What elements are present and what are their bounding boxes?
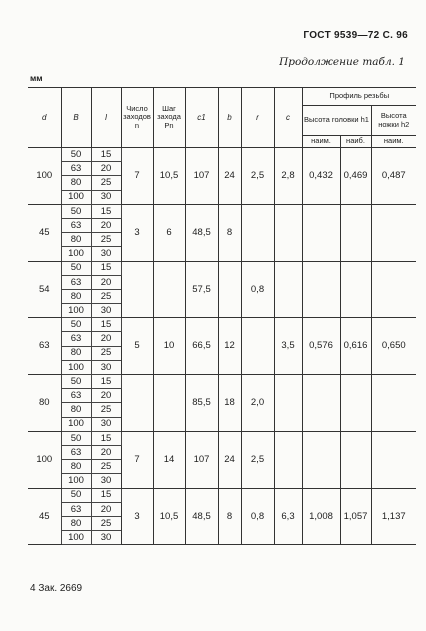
cell-h1min — [302, 204, 340, 261]
cell-h1min: 1,008 — [302, 488, 340, 545]
cell-c — [274, 375, 302, 432]
cell-l: 25 — [91, 233, 121, 247]
col-d: d — [28, 88, 61, 148]
cell-h1min — [302, 431, 340, 488]
cell-b-width: 80 — [61, 176, 91, 190]
cell-l: 20 — [91, 389, 121, 403]
cell-n — [121, 261, 153, 318]
col-r: r — [241, 88, 274, 148]
cell-c — [274, 204, 302, 261]
cell-l: 20 — [91, 162, 121, 176]
cell-l: 25 — [91, 516, 121, 530]
cell-pn — [153, 261, 185, 318]
cell-l: 15 — [91, 431, 121, 445]
cell-d: 45 — [28, 204, 61, 261]
cell-d: 63 — [28, 318, 61, 375]
cell-d: 54 — [28, 261, 61, 318]
cell-r: 2,5 — [241, 431, 274, 488]
cell-n: 7 — [121, 431, 153, 488]
cell-b-width: 100 — [61, 360, 91, 374]
cell-b-width: 80 — [61, 289, 91, 303]
cell-b-width: 63 — [61, 332, 91, 346]
cell-n: 3 — [121, 488, 153, 545]
cell-b: 24 — [218, 148, 241, 205]
cell-b-width: 63 — [61, 445, 91, 459]
col-l: l — [91, 88, 121, 148]
cell-r: 2,5 — [241, 148, 274, 205]
cell-d: 80 — [28, 375, 61, 432]
cell-l: 30 — [91, 304, 121, 318]
continuation-label: Продолжение табл. 1 — [279, 56, 405, 68]
thread-profile-header: Профиль резьбы — [302, 88, 416, 106]
cell-l: 15 — [91, 261, 121, 275]
head-height-header: Высота головки h1 — [302, 106, 371, 136]
cell-b: 8 — [218, 488, 241, 545]
cell-l: 15 — [91, 148, 121, 162]
cell-l: 15 — [91, 204, 121, 218]
cell-l: 15 — [91, 318, 121, 332]
cell-l: 20 — [91, 502, 121, 516]
col-c: c — [274, 88, 302, 148]
cell-pn — [153, 375, 185, 432]
h1-max-header: наиб. — [340, 136, 371, 148]
col-b: b — [218, 88, 241, 148]
cell-l: 15 — [91, 375, 121, 389]
table-row — [28, 261, 416, 275]
table-row — [28, 375, 416, 389]
cell-h1max — [340, 261, 371, 318]
cell-b-width: 50 — [61, 318, 91, 332]
spec-table — [28, 87, 416, 545]
cell-b-width: 50 — [61, 204, 91, 218]
cell-b-width: 50 — [61, 431, 91, 445]
cell-r: 0,8 — [241, 261, 274, 318]
cell-h2 — [371, 375, 416, 432]
cell-l: 25 — [91, 460, 121, 474]
table-row — [28, 431, 416, 445]
cell-pn: 10 — [153, 318, 185, 375]
cell-c: 6,3 — [274, 488, 302, 545]
cell-d: 100 — [28, 148, 61, 205]
table-row — [28, 204, 416, 218]
cell-b-width: 50 — [61, 375, 91, 389]
order-number: 4 Зак. 2669 — [30, 583, 83, 594]
cell-h1max: 0,616 — [340, 318, 371, 375]
cell-c1: 107 — [185, 148, 218, 205]
cell-n: 7 — [121, 148, 153, 205]
cell-h2: 0,487 — [371, 148, 416, 205]
cell-b — [218, 261, 241, 318]
cell-c1: 48,5 — [185, 204, 218, 261]
cell-h1min — [302, 375, 340, 432]
cell-h1min: 0,432 — [302, 148, 340, 205]
cell-b-width: 50 — [61, 148, 91, 162]
col-b-width: B — [61, 88, 91, 148]
cell-r — [241, 318, 274, 375]
cell-l: 30 — [91, 531, 121, 545]
cell-c1: 48,5 — [185, 488, 218, 545]
cell-b-width: 63 — [61, 389, 91, 403]
cell-b-width: 100 — [61, 417, 91, 431]
cell-r — [241, 204, 274, 261]
h2-min-header: наим. — [371, 136, 416, 148]
cell-b-width: 100 — [61, 531, 91, 545]
cell-b-width: 63 — [61, 162, 91, 176]
cell-l: 30 — [91, 360, 121, 374]
col-num-starts: Число заходов n — [121, 88, 153, 148]
cell-b-width: 80 — [61, 516, 91, 530]
cell-pn: 14 — [153, 431, 185, 488]
cell-h1max — [340, 375, 371, 432]
cell-h2 — [371, 431, 416, 488]
cell-b: 8 — [218, 204, 241, 261]
cell-r: 0,8 — [241, 488, 274, 545]
cell-l: 25 — [91, 289, 121, 303]
cell-l: 30 — [91, 190, 121, 204]
cell-l: 20 — [91, 218, 121, 232]
cell-l: 25 — [91, 176, 121, 190]
cell-h1max: 0,469 — [340, 148, 371, 205]
cell-l: 30 — [91, 417, 121, 431]
cell-h1max — [340, 431, 371, 488]
cell-l: 30 — [91, 247, 121, 261]
cell-n: 5 — [121, 318, 153, 375]
cell-l: 20 — [91, 332, 121, 346]
units-label: мм — [30, 73, 43, 83]
cell-b-width: 50 — [61, 488, 91, 502]
cell-b-width: 80 — [61, 233, 91, 247]
cell-b-width: 100 — [61, 474, 91, 488]
cell-h1max — [340, 204, 371, 261]
cell-d: 100 — [28, 431, 61, 488]
cell-c — [274, 431, 302, 488]
cell-c: 3,5 — [274, 318, 302, 375]
cell-b-width: 100 — [61, 304, 91, 318]
table-header — [28, 88, 416, 148]
col-c1: c1 — [185, 88, 218, 148]
cell-b-width: 80 — [61, 460, 91, 474]
cell-h1min: 0,576 — [302, 318, 340, 375]
cell-b: 12 — [218, 318, 241, 375]
cell-c — [274, 261, 302, 318]
cell-b-width: 63 — [61, 275, 91, 289]
cell-n: 3 — [121, 204, 153, 261]
table-body — [28, 148, 416, 545]
cell-pn: 6 — [153, 204, 185, 261]
cell-l: 15 — [91, 488, 121, 502]
cell-c1: 107 — [185, 431, 218, 488]
cell-b-width: 80 — [61, 346, 91, 360]
cell-b-width: 100 — [61, 190, 91, 204]
cell-pn: 10,5 — [153, 148, 185, 205]
cell-b-width: 50 — [61, 261, 91, 275]
cell-h2: 0,650 — [371, 318, 416, 375]
cell-h1max: 1,057 — [340, 488, 371, 545]
table-row — [28, 488, 416, 502]
cell-l: 30 — [91, 474, 121, 488]
cell-c1: 66,5 — [185, 318, 218, 375]
col-pitch: Шаг захода Pn — [153, 88, 185, 148]
cell-l: 20 — [91, 275, 121, 289]
cell-n — [121, 375, 153, 432]
cell-h2 — [371, 261, 416, 318]
cell-d: 45 — [28, 488, 61, 545]
table-row — [28, 148, 416, 162]
cell-h2 — [371, 204, 416, 261]
cell-c1: 85,5 — [185, 375, 218, 432]
cell-pn: 10,5 — [153, 488, 185, 545]
cell-b: 24 — [218, 431, 241, 488]
table-row — [28, 318, 416, 332]
cell-b: 18 — [218, 375, 241, 432]
cell-h1min — [302, 261, 340, 318]
cell-h2: 1,137 — [371, 488, 416, 545]
cell-l: 25 — [91, 403, 121, 417]
cell-b-width: 100 — [61, 247, 91, 261]
cell-c1: 57,5 — [185, 261, 218, 318]
h1-min-header: наим. — [302, 136, 340, 148]
cell-b-width: 63 — [61, 218, 91, 232]
cell-c: 2,8 — [274, 148, 302, 205]
standard-header: ГОСТ 9539—72 С. 96 — [303, 30, 408, 41]
leg-height-header: Высота ножки h2 — [371, 106, 416, 136]
cell-b-width: 63 — [61, 502, 91, 516]
cell-r: 2,0 — [241, 375, 274, 432]
cell-b-width: 80 — [61, 403, 91, 417]
cell-l: 20 — [91, 445, 121, 459]
cell-l: 25 — [91, 346, 121, 360]
